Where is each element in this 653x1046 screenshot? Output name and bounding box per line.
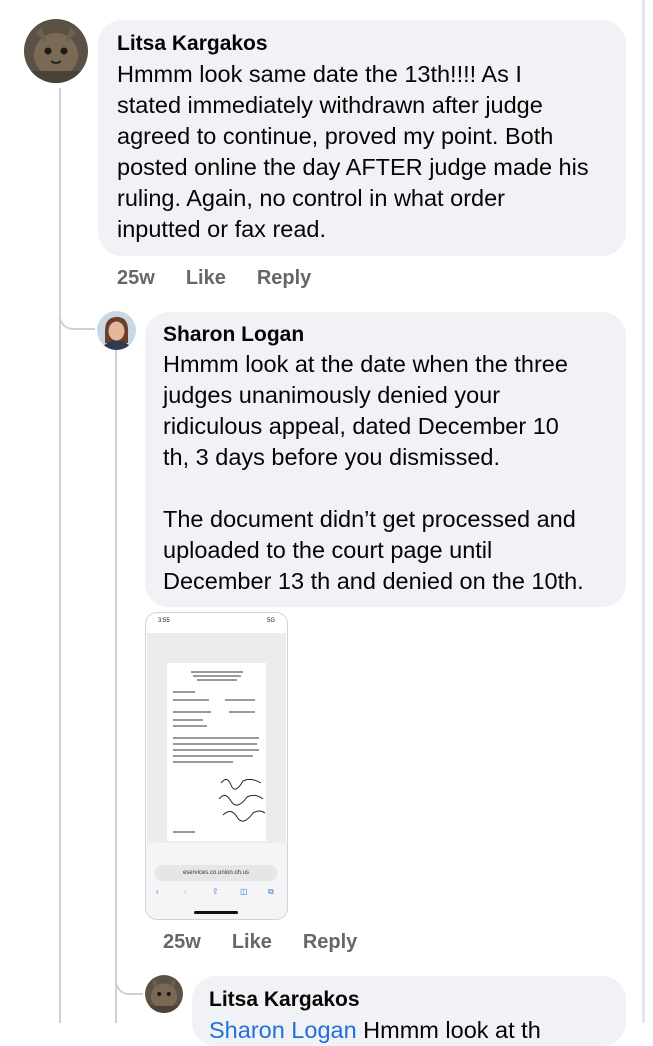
mention-link[interactable]: Sharon Logan [209, 1017, 357, 1043]
forward-icon: › [184, 887, 187, 896]
thread-connector [59, 312, 95, 330]
comment-timestamp[interactable]: 25w [163, 931, 201, 953]
share-icon: ⇪ [212, 887, 219, 896]
comment-bubble [192, 976, 626, 1046]
comment-text: Hmmm look at the date when the three judges unanimously denied your ridiculous appeal, dated December 10 th, 3 days before you dismissed. The document didn’t get processed and uploaded to the court page until December 13 th and denied on the 10th. [163, 351, 584, 594]
avatar-image [24, 19, 88, 83]
comment-text: Hmmm look same date the 13th!!!! As I stated immediately withdrawn after judge agreed to continue, proved my point. Both posted online the day AFTER judge made his ruling. Again, no control in what order inputted or fax read. [117, 61, 589, 242]
tabs-icon: ⧉ [268, 887, 274, 896]
signature-scribble [217, 773, 267, 823]
thread-connector [115, 975, 143, 995]
comment-actions [163, 931, 388, 954]
thread-line [59, 88, 61, 1023]
comment-actions [117, 267, 342, 290]
status-signal: 5G [266, 618, 275, 624]
comment-author[interactable]: Litsa Kargakos [117, 32, 268, 55]
avatar-image [97, 311, 136, 350]
back-icon: ‹ [156, 887, 159, 896]
comment-bubble [145, 312, 626, 607]
bookmarks-icon: ◫ [240, 887, 248, 896]
like-button[interactable]: Like [185, 267, 226, 289]
url-bar: eservices.co.union.oh.us [155, 865, 277, 881]
comment-author[interactable]: Litsa Kargakos [209, 988, 360, 1011]
like-button[interactable]: Like [231, 931, 272, 953]
comment-timestamp[interactable]: 25w [117, 267, 155, 289]
avatar[interactable] [97, 311, 136, 350]
browser-toolbar [146, 843, 287, 919]
document-preview [147, 633, 286, 843]
comment-author[interactable]: Sharon Logan [163, 323, 305, 346]
browser-nav [146, 887, 287, 901]
status-time: 3:55 [158, 618, 170, 624]
avatar[interactable] [24, 19, 88, 83]
scrollbar[interactable] [642, 0, 645, 1023]
avatar[interactable] [145, 975, 183, 1013]
comment-bubble [98, 20, 626, 256]
comment-text: Sharon Logan Hmmm look at th [209, 1017, 541, 1043]
thread-line [115, 350, 117, 1023]
avatar-image [145, 975, 183, 1013]
reply-button[interactable]: Reply [256, 267, 312, 289]
phone-status-bar [146, 613, 287, 631]
reply-button[interactable]: Reply [302, 931, 358, 953]
home-indicator [194, 911, 238, 914]
attachment-image[interactable] [145, 612, 288, 920]
document-page [167, 663, 266, 841]
